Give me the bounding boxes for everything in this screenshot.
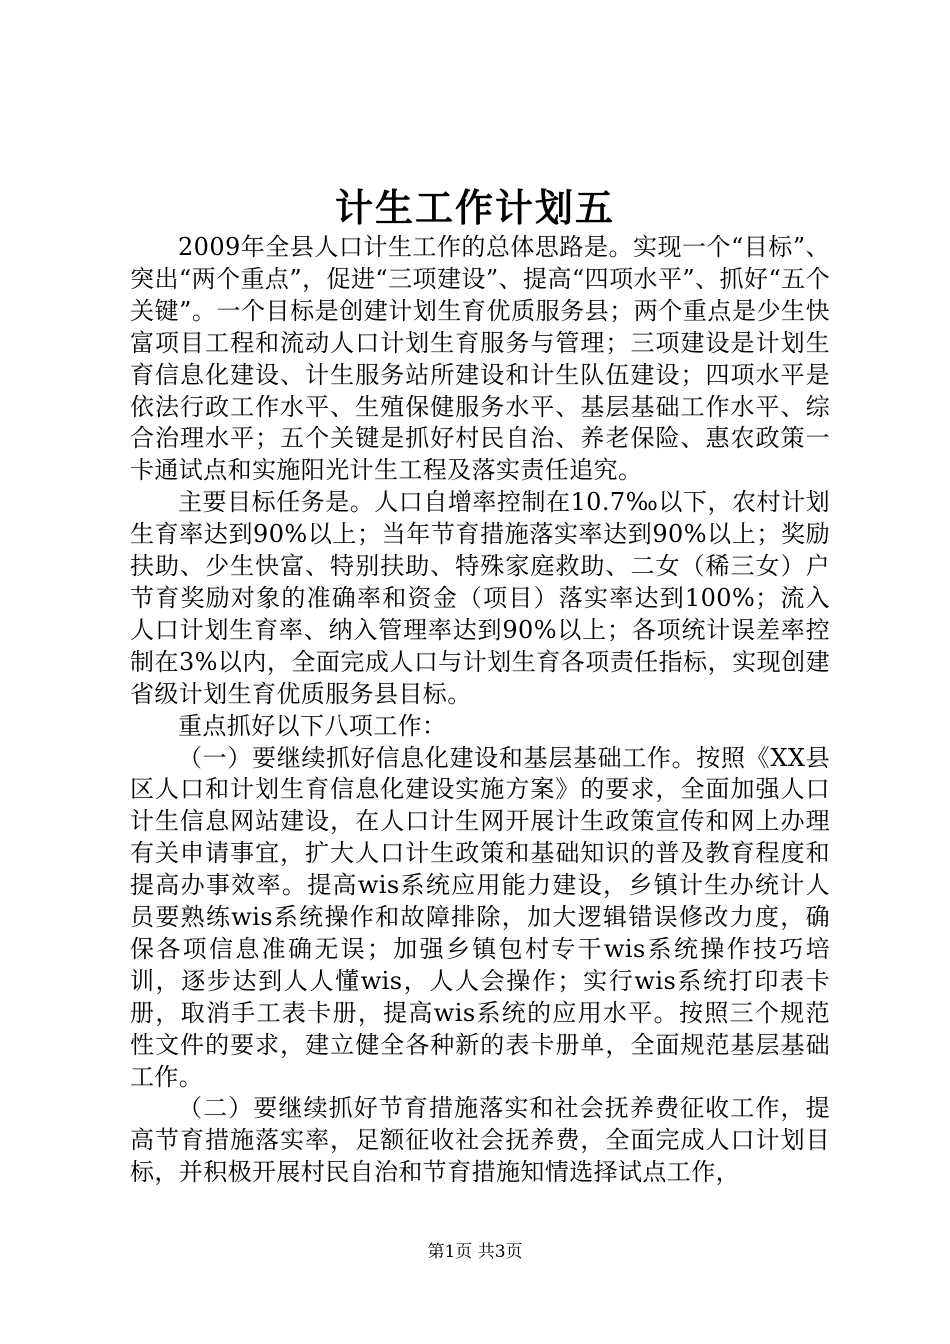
paragraph-eight-tasks-heading: 重点抓好以下八项工作：	[178, 711, 447, 740]
paragraph-task-two: （二）要继续抓好节育措施落实和社会抚养费征收工作，提高节育措施落实率，足额征收社会抚养费，全面完成人口计划目标，并积极开展村民自治和节育措施知情选择试点工作，	[130, 1094, 830, 1187]
paragraph-main-targets: 主要目标任务是。人口自增率控制在10.7‰以下，农村计划生育率达到90%以上；当年节育措施落实率达到90%以上；奖励扶助、少生快富、特别扶助、特殊家庭救助、二女（稀三女）户节育奖励对象的准确率和资金（项目）落实率达到100%；流入人口计划生育率、纳入管理率达到90%以上；各项统计误差率控制在3%以内，全面完成人口与计划生育各项责任指标，实现创建省级计划生育优质服务县目标。	[130, 488, 830, 708]
paragraph-overall-approach: 2009年全县人口计生工作的总体思路是。实现一个“目标”、突出“两个重点”，促进“三项建设”、提高“四项水平”、抓好“五个关键”。一个目标是创建计划生育优质服务县；两个重点是少生快富项目工程和流动人口计划生育服务与管理；三项建设是计划生育信息化建设、计生服务站所建设和计生队伍建设；四项水平是依法行政工作水平、生殖保健服务水平、基层基础工作水平、综合治理水平；五个关键是抓好村民自治、养老保险、惠农政策一卡通试点和实施阳光计生工程及落实责任追究。	[130, 233, 830, 485]
document-body	[130, 232, 830, 1189]
paragraph-task-one: （一）要继续抓好信息化建设和基层基础工作。按照《XX县区人口和计划生育信息化建设实施方案》的要求，全面加强人口计生信息网站建设，在人口计生网开展计生政策宣传和网上办理有关申请事宜，扩大人口计生政策和基础知识的普及教育程度和提高办事效率。提高wis系统应用能力建设，乡镇计生办统计人员要熟练wis系统操作和故障排除，加大逻辑错误修改力度，确保各项信息准确无误；加强乡镇包村专干wis系统操作技巧培训，逐步达到人人懂wis，人人会操作；实行wis系统打印表卡册，取消手工表卡册，提高wis系统的应用水平。按照三个规范性文件的要求，建立健全各种新的表卡册单，全面规范基层基础工作。	[130, 743, 830, 1091]
page-footer: 第1页 共3页	[427, 1242, 523, 1262]
document-title: 计生工作计划五	[334, 185, 615, 230]
